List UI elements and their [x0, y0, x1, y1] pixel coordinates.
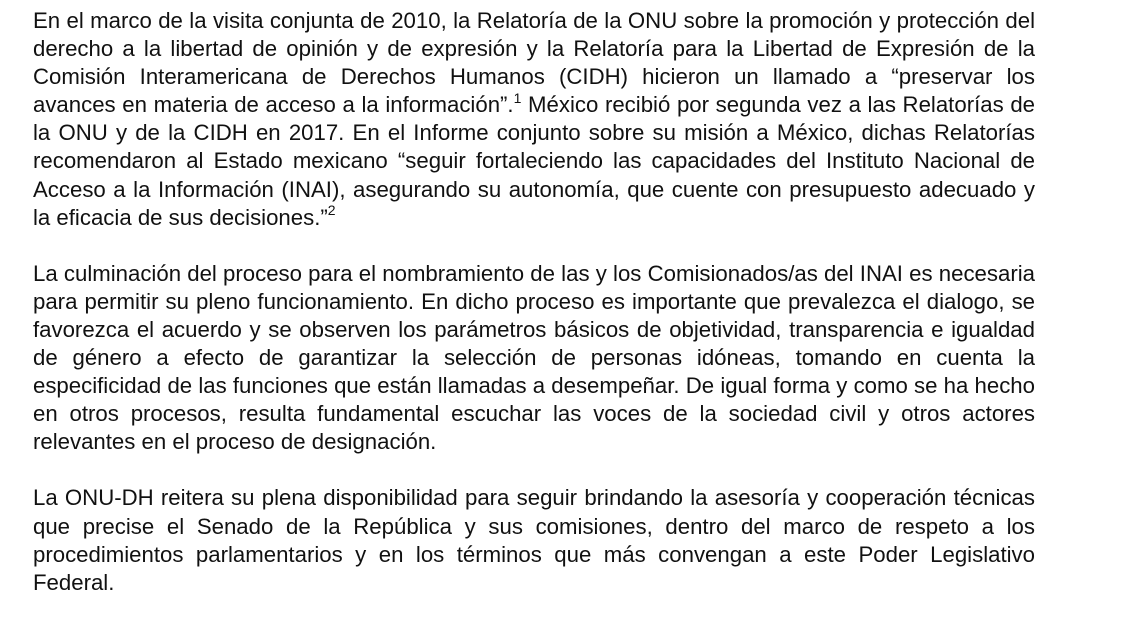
paragraph-text: La culminación del proceso para el nombramiento de las y los Comisionados/as del INAI es necesaria para permitir su pleno funcionamiento. En dicho proceso es importante que prevalezca el dialogo, se favorezca el acuerdo y se observen los parámetros básicos de objetividad, transparencia e igualdad de género a efecto de garantizar la selección de personas idóneas, tomando en cuenta la especificidad de las funciones que están llamadas a desempeñar. De igual forma y como se ha hecho en otros procesos, resulta fundamental escuchar las voces de la sociedad civil y otros actores relevantes en el proceso de designación. [33, 260, 1035, 455]
paragraph-text: México recibió por segunda vez a las Relatorías de la ONU y de la CIDH en 2017. En el Informe conjunto sobre su misión a México, dichas Relatorías recomendaron al Estado mexicano “seguir fortaleciendo las capacidades del Instituto Nacional de Acceso a la Información (INAI), asegurando su autonomía, que cuente con presupuesto adecuado y la eficacia de sus decisiones.” [33, 92, 1035, 230]
paragraph-text: En el marco de la visita conjunta de 2010, la Relatoría de la ONU sobre la promoción y protección del derecho a la libertad de opinión y de expresión y la Relatoría para la Libertad de Expresión de la Comisión Interamericana de Derechos Humanos (CIDH) hicieron un llamado a “preservar los avances en materia de acceso a la información”. [33, 8, 1035, 118]
paragraph-visita-conjunta [33, 7, 1035, 232]
paragraph-nombramiento-inai [33, 260, 1035, 457]
footnote-ref-1: 1 [513, 89, 522, 106]
document-body [33, 7, 1035, 597]
paragraph-text: La ONU-DH reitera su plena disponibilidad para seguir brindando la asesoría y cooperación técnicas que precise el Senado de la República y sus comisiones, dentro del marco de respeto a los procedimientos parlamentarios y en los términos que más convengan a este Poder Legislativo Federal. [33, 485, 1035, 595]
footnote-ref-2: 2 [327, 202, 336, 219]
paragraph-onu-dh-disponibilidad [33, 484, 1035, 596]
